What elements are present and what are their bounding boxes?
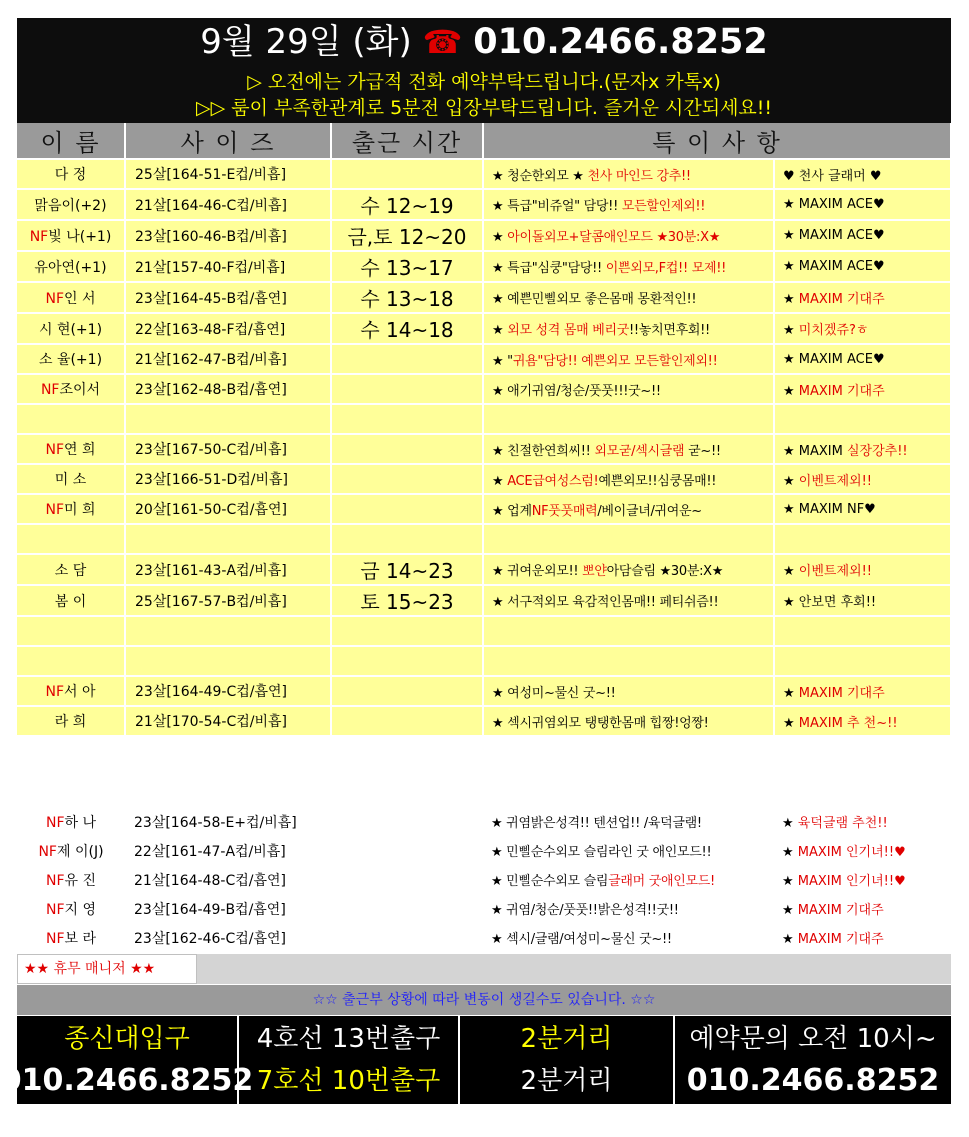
- name-text: 조이서: [59, 382, 101, 398]
- size-cell: 23살[167-50-C컵/비흡]: [125, 434, 331, 464]
- name-text: 하 나: [64, 814, 97, 831]
- name-text: 인 서: [64, 290, 96, 307]
- extra-cell: [774, 836, 951, 865]
- header-notice-2: ▷▷ 룸이 부족한관계로 5분전 입장부탁드립니다. 즐거운 시간되세요!!: [195, 97, 773, 119]
- time-cell: [331, 706, 483, 736]
- extra-text: ★ 안보면 후회!!: [783, 595, 877, 610]
- note-cell: [483, 923, 774, 952]
- note-cell: [483, 374, 774, 404]
- extra-text: ★ MAXIM ACE♥: [783, 197, 885, 212]
- extra-text: ★ MAXIM ACE♥: [783, 259, 885, 274]
- note-highlight: 모든할인제외!!: [621, 199, 706, 214]
- distance-1: 2분거리: [520, 1024, 613, 1054]
- day-off-bar: [17, 954, 951, 984]
- time-cell: [331, 404, 483, 434]
- table-row: [17, 585, 951, 616]
- extra-text: ★: [783, 323, 799, 338]
- extra-cell: [774, 865, 951, 894]
- note-highlight: 외모 성격 몸매 베리굿: [507, 323, 630, 338]
- note-cell: [483, 313, 774, 344]
- extra-cell: [774, 585, 951, 616]
- time-cell: [331, 434, 483, 464]
- extra-text: ★: [782, 816, 798, 831]
- name-text: 서 아: [64, 684, 96, 700]
- name-cell: [17, 494, 125, 524]
- note-text: ★ ": [492, 353, 513, 369]
- table-row: [17, 676, 951, 706]
- table-row: [17, 865, 951, 894]
- size-cell: 25살[164-51-E컵/비흡]: [125, 159, 331, 189]
- note-text: ★ 여성미~물신 굿~!!: [492, 685, 616, 701]
- name-text: 소 담: [54, 562, 87, 579]
- name-cell: [17, 374, 125, 404]
- table-row: [17, 554, 951, 585]
- note-cell: [483, 836, 774, 865]
- time-cell: [331, 807, 483, 836]
- time-cell: 토 15~23: [331, 585, 483, 616]
- note-text-tail: /베이글녀/귀여운~: [597, 503, 702, 519]
- note-cell: [483, 159, 774, 189]
- line4-exit: 4호선 13번출구: [256, 1024, 441, 1054]
- size-cell: 23살[166-51-D컵/비흡]: [125, 464, 331, 494]
- time-cell: 수 13~18: [331, 282, 483, 313]
- name-cell: [17, 836, 125, 865]
- name-cell: [17, 313, 125, 344]
- table-row: [17, 282, 951, 313]
- extra-text: ★ MAXIM NF♥: [783, 501, 876, 517]
- note-highlight: 뽀얀: [582, 564, 607, 579]
- nf-tag: NF: [45, 901, 65, 918]
- note-highlight: NF풋풋매력: [531, 503, 598, 519]
- extra-highlight: MAXIM 기대주: [798, 383, 885, 399]
- note-cell: [483, 524, 774, 554]
- time-cell: [331, 923, 483, 952]
- note-cell: [483, 220, 774, 251]
- name-text: 미 희: [64, 502, 96, 518]
- note-text: ★ 친절한연희씨!!: [492, 443, 595, 459]
- nf-tag: NF: [38, 843, 57, 860]
- extra-text: ★ MAXIM: [783, 443, 847, 459]
- extra-highlight: MAXIM 추 천~!!: [798, 715, 898, 731]
- table-row: [17, 923, 951, 952]
- extra-text: ★: [783, 383, 799, 399]
- time-cell: [331, 616, 483, 646]
- note-cell: [483, 706, 774, 736]
- extra-highlight: 실장강추!!: [846, 443, 908, 459]
- time-cell: 수 13~17: [331, 251, 483, 282]
- nf-tag: NF: [29, 228, 49, 245]
- name-cell: [17, 524, 125, 554]
- extra-highlight: MAXIM 인기녀!!♥: [797, 845, 906, 860]
- footer-reservation: [675, 1016, 951, 1104]
- note-text: ★ 섹시귀염외모 탱탱한몸매 힙짱!엉짱!: [492, 715, 709, 731]
- name-cell: [17, 189, 125, 220]
- extra-cell: [774, 676, 951, 706]
- name-text: 소 율(+1): [38, 352, 103, 368]
- note-cell: [483, 434, 774, 464]
- nf-tag: NF: [45, 684, 65, 700]
- table-row: [17, 313, 951, 344]
- col-time-header: 출근 시간: [331, 123, 483, 159]
- extra-highlight: 이벤트제외!!: [798, 564, 873, 579]
- name-cell: [17, 220, 125, 251]
- time-cell: 금 14~23: [331, 554, 483, 585]
- note-cell: [483, 189, 774, 220]
- name-text: 라 희: [54, 714, 87, 730]
- extra-text: ★: [783, 564, 799, 579]
- size-cell: 21살[162-47-B컵/비흡]: [125, 344, 331, 374]
- footer-exits: [239, 1016, 460, 1104]
- note-text: ★ 민삘순수외모 슬림: [491, 874, 609, 889]
- time-cell: [331, 676, 483, 706]
- extra-text: ★: [783, 685, 799, 701]
- footer-phone-1: 010.2466.8252: [0, 1063, 254, 1098]
- note-cell: [483, 344, 774, 374]
- extra-text: ★: [783, 473, 799, 489]
- header-title-line: [17, 22, 951, 62]
- extra-cell: [774, 282, 951, 313]
- table-row: [17, 894, 951, 923]
- name-cell: [17, 251, 125, 282]
- header-phone: 010.2466.8252: [473, 22, 768, 62]
- extra-highlight: 육덕글램 추천!!: [797, 816, 888, 831]
- size-cell: 21살[164-46-C컵/비흡]: [125, 189, 331, 220]
- extra-cell: [774, 616, 951, 646]
- footer-phone-2: 010.2466.8252: [686, 1063, 940, 1098]
- extra-cell: [774, 159, 951, 189]
- size-cell: 23살[164-45-B컵/흡연]: [125, 282, 331, 313]
- size-cell: 25살[167-57-B컵/비흡]: [125, 585, 331, 616]
- time-cell: [331, 464, 483, 494]
- extra-highlight: 미치겠쥬?ㅎ: [798, 323, 869, 338]
- name-cell: [17, 344, 125, 374]
- name-cell: [17, 282, 125, 313]
- nf-tag: NF: [40, 382, 60, 398]
- note-highlight: 글래머 굿애인모드!: [608, 874, 715, 889]
- note-highlight: 귀욤"담당!! 예쁜외모 모든할인제외!!: [512, 353, 718, 369]
- name-text: 연 희: [64, 442, 96, 458]
- name-text: 유 진: [64, 872, 97, 889]
- table-row: [17, 189, 951, 220]
- size-cell: 22살[161-47-A컵/비흡]: [125, 836, 331, 865]
- time-cell: 금,토 12~20: [331, 220, 483, 251]
- roster-table: [17, 123, 952, 737]
- extra-cell: [774, 494, 951, 524]
- footer-info: [0, 1016, 951, 1104]
- extra-highlight: MAXIM 기대주: [798, 685, 885, 701]
- extra-text: ★: [782, 845, 798, 860]
- day-off-label: ★★ 휴무 매니저 ★★: [17, 954, 197, 984]
- table-row: [17, 220, 951, 251]
- size-cell: 21살[157-40-F컵/비흡]: [125, 251, 331, 282]
- extra-highlight: 이벤트제외!!: [798, 473, 873, 489]
- day-off-list: [197, 954, 951, 984]
- name-text: 미 소: [54, 472, 87, 488]
- note-cell: [483, 646, 774, 676]
- note-cell: [483, 807, 774, 836]
- extra-cell: [774, 807, 951, 836]
- name-cell: [17, 865, 125, 894]
- note-cell: [483, 865, 774, 894]
- table-row: [17, 434, 951, 464]
- time-cell: [331, 865, 483, 894]
- name-cell: [17, 159, 125, 189]
- name-cell: [17, 434, 125, 464]
- extra-text: ★: [782, 903, 798, 918]
- table-row: [17, 344, 951, 374]
- time-cell: [331, 159, 483, 189]
- footer-distance: [460, 1016, 675, 1104]
- name-cell: [17, 894, 125, 923]
- extra-text: ★: [782, 932, 798, 947]
- extra-highlight: MAXIM 기대주: [797, 903, 884, 918]
- note-cell: [483, 585, 774, 616]
- table-row: [17, 706, 951, 736]
- name-text: 봄 이: [54, 593, 87, 610]
- schedule-board: [0, 18, 951, 1104]
- note-cell: [483, 494, 774, 524]
- header-notice-1: ▷ 오전에는 가급적 전화 예약부탁드립니다.(문자x 카톡x): [247, 71, 721, 93]
- note-highlight: 천사 마인드 강추!!: [587, 168, 691, 184]
- size-cell: 23살[160-46-B컵/비흡]: [125, 220, 331, 251]
- table-row: [17, 836, 951, 865]
- extra-cell: [774, 220, 951, 251]
- note-text-tail: 아담슬림 ★30분:X★: [606, 564, 724, 579]
- note-cell: [483, 464, 774, 494]
- date-text: 9월 29일 (화): [200, 22, 412, 62]
- time-cell: [331, 494, 483, 524]
- table-row: [17, 251, 951, 282]
- table-row: [17, 494, 951, 524]
- table-row: [17, 646, 951, 676]
- note-highlight: 아이돌외모+달콤애인모드 ★30분:X★: [507, 230, 721, 245]
- extra-text: ★: [783, 715, 799, 731]
- extra-cell: [774, 404, 951, 434]
- nf-tag: NF: [45, 290, 65, 307]
- time-cell: [331, 344, 483, 374]
- extra-cell: [774, 524, 951, 554]
- extra-cell: [774, 374, 951, 404]
- name-cell: [17, 923, 125, 952]
- note-text-tail: !!놓치면후회!!: [629, 323, 710, 338]
- table-row: [17, 616, 951, 646]
- extra-text: ★: [782, 874, 798, 889]
- note-text: ★: [492, 473, 508, 489]
- name-text: 빛 나(+1): [48, 228, 112, 245]
- nf-tag: NF: [45, 442, 65, 458]
- size-cell: 23살[162-48-B컵/흡연]: [125, 374, 331, 404]
- note-text: ★ 민삘순수외모 슬림라인 굿 애인모드!!: [491, 845, 712, 860]
- name-text: 시 현(+1): [38, 321, 103, 338]
- extra-highlight: MAXIM 기대주: [798, 292, 885, 307]
- location-name: 종신대입구: [64, 1024, 190, 1054]
- name-cell: [17, 616, 125, 646]
- extra-text: ★ MAXIM ACE♥: [783, 351, 885, 367]
- note-text: ★ 섹시/글램/여성미~물신 굿~!!: [491, 932, 672, 947]
- time-cell: [331, 646, 483, 676]
- col-name-header: 이 름: [17, 123, 125, 159]
- note-cell: [483, 251, 774, 282]
- size-cell: [125, 404, 331, 434]
- extra-cell: [774, 464, 951, 494]
- extra-cell: [774, 344, 951, 374]
- name-text: 지 영: [64, 901, 97, 918]
- note-cell: [483, 554, 774, 585]
- note-cell: [483, 676, 774, 706]
- note-highlight: 외모굳/섹시글램: [594, 443, 685, 459]
- nf-tag: NF: [45, 930, 65, 947]
- note-cell: [483, 282, 774, 313]
- footer-location: [0, 1016, 254, 1104]
- table-row: [17, 524, 951, 554]
- note-text: ★ 애기귀염/청순/풋풋!!!굿~!!: [492, 383, 661, 399]
- note-text-tail: 예쁜외모!!심쿵몸매!!: [598, 473, 717, 489]
- time-cell: 수 12~19: [331, 189, 483, 220]
- nf-tag: NF: [45, 872, 65, 889]
- extra-text: ★: [783, 292, 799, 307]
- note-text: ★ 귀염밝은성격!! 텐션업!! /육덕글램!: [491, 816, 702, 831]
- nf-tag: NF: [45, 502, 65, 518]
- col-size-header: 사 이 즈: [125, 123, 331, 159]
- extra-cell: [774, 434, 951, 464]
- size-cell: 23살[162-46-C컵/흡연]: [125, 923, 331, 952]
- extra-cell: [774, 646, 951, 676]
- name-cell: [17, 464, 125, 494]
- table-row: [17, 464, 951, 494]
- section-gap: [17, 737, 951, 807]
- note-text: ★ 특급"심쿵"담당!!: [492, 261, 606, 276]
- name-cell: [17, 585, 125, 616]
- note-text: ★: [492, 323, 508, 338]
- reservation-hours: 예약문의 오전 10시~: [689, 1024, 937, 1054]
- line7-exit: 7호선 10번출구: [256, 1066, 441, 1096]
- note-text: ★ 특급"비쥬얼" 담당!!: [492, 199, 622, 214]
- size-cell: 23살[161-43-A컵/비흡]: [125, 554, 331, 585]
- extra-highlight: MAXIM 기대주: [797, 932, 884, 947]
- time-cell: [331, 524, 483, 554]
- telephone-icon: ☎: [422, 23, 463, 61]
- distance-2: 2분거리: [520, 1066, 613, 1096]
- size-cell: 20살[161-50-C컵/흡연]: [125, 494, 331, 524]
- size-cell: [125, 646, 331, 676]
- note-text: ★ 업계: [492, 503, 532, 519]
- extra-cell: [774, 313, 951, 344]
- col-notes-header: 특 이 사 항: [483, 123, 951, 159]
- table-row: [17, 807, 951, 836]
- note-text: ★ 예쁜민삘외모 좋은몸매 몽환적인!!: [492, 292, 697, 307]
- name-cell: [17, 646, 125, 676]
- table-row: [17, 404, 951, 434]
- name-text: 다 정: [54, 167, 87, 183]
- extra-cell: [774, 706, 951, 736]
- size-cell: 22살[163-48-F컵/흡연]: [125, 313, 331, 344]
- column-header-row: [17, 123, 951, 159]
- note-text: ★: [492, 230, 508, 245]
- roster-table-2: [17, 807, 951, 952]
- change-notice: ☆☆ 출근부 상황에 따라 변동이 생길수도 있습니다. ☆☆: [17, 985, 951, 1015]
- note-cell: [483, 894, 774, 923]
- header-banner: [17, 18, 951, 123]
- table-row: [17, 374, 951, 404]
- extra-cell: [774, 554, 951, 585]
- size-cell: 23살[164-58-E+컵/비흡]: [125, 807, 331, 836]
- nf-tag: NF: [45, 814, 65, 831]
- time-cell: 수 14~18: [331, 313, 483, 344]
- note-text-tail: 굳~!!: [684, 443, 721, 459]
- note-text: ★ 청순한외모 ★: [492, 168, 588, 184]
- extra-cell: [774, 251, 951, 282]
- size-cell: [125, 616, 331, 646]
- time-cell: [331, 894, 483, 923]
- note-text: ★ 귀여운외모!!: [492, 564, 583, 579]
- note-cell: [483, 616, 774, 646]
- note-highlight: ACE급여성스럼!: [507, 473, 599, 489]
- extra-highlight: MAXIM 인기녀!!♥: [797, 874, 906, 889]
- extra-text: ♥ 천사 글래머 ♥: [783, 168, 882, 184]
- extra-cell: [774, 189, 951, 220]
- size-cell: 21살[170-54-C컵/비흡]: [125, 706, 331, 736]
- size-cell: 23살[164-49-B컵/흡연]: [125, 894, 331, 923]
- name-text: 맑음이(+2): [34, 197, 107, 214]
- time-cell: [331, 374, 483, 404]
- note-cell: [483, 404, 774, 434]
- name-cell: [17, 807, 125, 836]
- name-cell: [17, 554, 125, 585]
- name-cell: [17, 706, 125, 736]
- extra-cell: [774, 894, 951, 923]
- extra-cell: [774, 923, 951, 952]
- size-cell: 21살[164-48-C컵/흡연]: [125, 865, 331, 894]
- extra-text: ★ MAXIM ACE♥: [783, 228, 885, 243]
- note-text: ★ 귀염/청순/풋풋!!밝은성격!!굿!!: [491, 903, 679, 918]
- note-highlight: 이쁜외모,F컵!! 모제!!: [605, 261, 727, 276]
- name-cell: [17, 676, 125, 706]
- size-cell: [125, 524, 331, 554]
- name-cell: [17, 404, 125, 434]
- time-cell: [331, 836, 483, 865]
- name-text: 유아연(+1): [34, 259, 107, 276]
- note-text: ★ 서구적외모 육감적인몸매!! 페티쉬즘!!: [492, 595, 719, 610]
- name-text: 제 이(J): [56, 843, 104, 860]
- table-row: [17, 159, 951, 189]
- size-cell: 23살[164-49-C컵/흡연]: [125, 676, 331, 706]
- name-text: 보 라: [64, 930, 97, 947]
